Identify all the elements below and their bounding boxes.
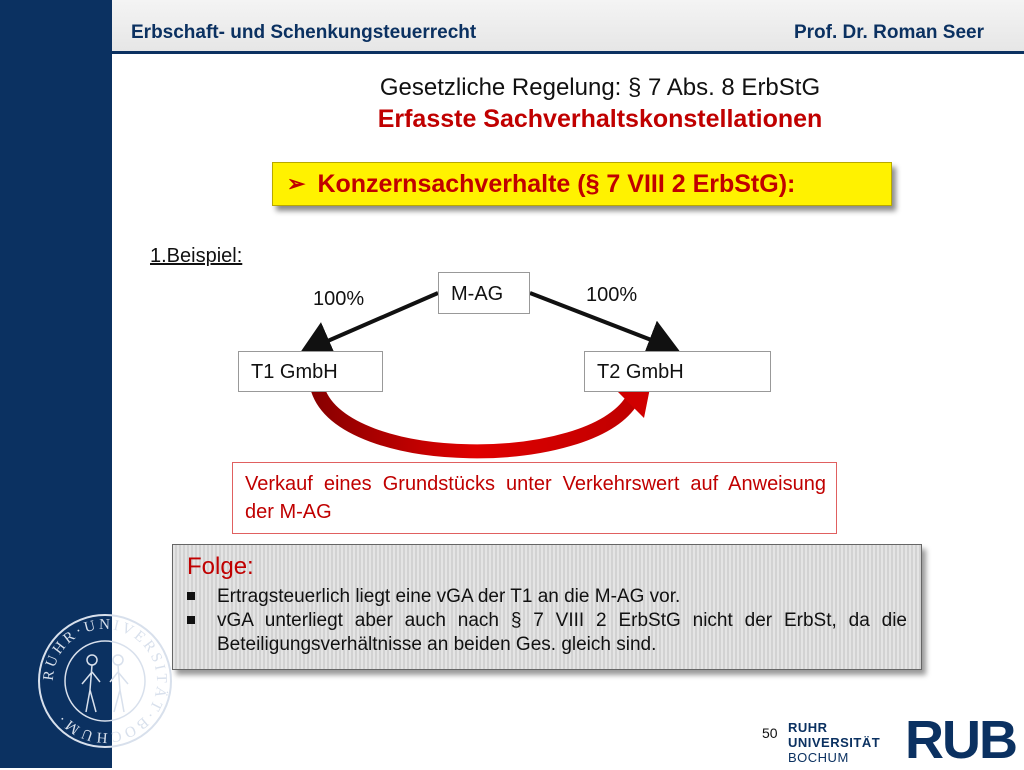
slide-title: Gesetzliche Regelung: § 7 Abs. 8 ErbStG	[379, 74, 821, 101]
course-title: Erbschaft- und Schenkungsteuerrecht	[131, 22, 477, 43]
share-left: 100%	[313, 288, 365, 310]
svg-text:RUHR·UNIVERSITÄT·BOCHUM·: RUHR·UNIVERSITÄT·BOCHUM·	[40, 616, 170, 746]
transfer-arrow	[318, 390, 632, 451]
consequence-title: Folge:	[187, 553, 254, 580]
author-name: Prof. Dr. Roman Seer	[793, 22, 984, 43]
page-number: 50	[762, 725, 778, 741]
square-bullet-icon	[187, 592, 195, 600]
transaction-note: Verkauf eines Grundstücks unter Verkehrswert auf Anweisung der M-AG	[232, 462, 837, 534]
entity-t2-gmbh: T2 GmbH	[584, 351, 771, 392]
university-name: RUHR UNIVERSITÄT BOCHUM	[788, 720, 881, 765]
square-bullet-icon	[187, 616, 195, 624]
consequence-box	[172, 544, 922, 670]
rub-logo: RUB	[905, 710, 1016, 770]
section-heading: Konzernsachverhalte (§ 7 VIII 2 ErbStG):	[317, 169, 796, 198]
consequence-list	[187, 585, 907, 657]
consequence-item: vGA unterliegt aber auch nach § 7 VIII 2 ErbStG nicht der ErbSt, da die Beteiligungsverhältnisse an beiden Ges. gleich sind.	[187, 609, 907, 657]
share-right: 100%	[586, 284, 638, 306]
consequence-item: Ertragsteuerlich liegt eine vGA der T1 an die M-AG vor.	[187, 585, 907, 609]
example-label: 1.Beispiel:	[150, 245, 243, 267]
entity-t1-gmbh: T1 GmbH	[238, 351, 383, 392]
arrow-bullet-icon: ➢	[287, 171, 306, 196]
slide-subtitle: Erfasste Sachverhaltskonstellationen	[377, 105, 823, 133]
entity-m-ag: M-AG	[438, 272, 530, 314]
